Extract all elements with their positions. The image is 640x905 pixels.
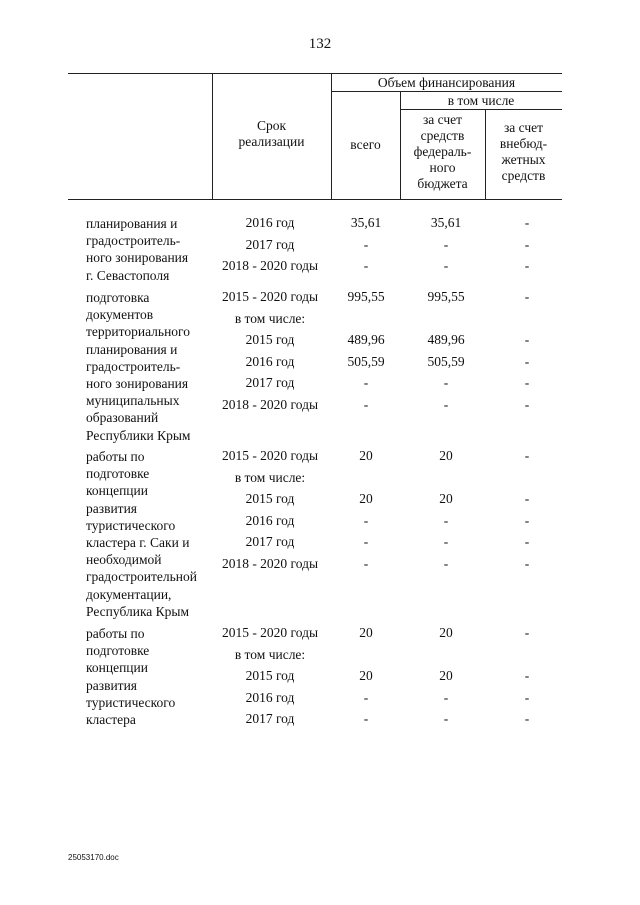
description-line: образований	[86, 410, 159, 426]
description-line: кластера	[86, 712, 136, 728]
extra-budget-cell: -	[524, 668, 530, 683]
description-line: документов	[86, 307, 154, 323]
description-line: развития	[86, 677, 138, 693]
description-line: подготовке	[86, 643, 150, 659]
including-header: в том числе	[447, 93, 515, 108]
item-description	[86, 448, 216, 620]
description-line: развития	[86, 500, 138, 516]
description-line: работы по	[86, 626, 145, 641]
description-line: градостроитель-	[86, 233, 181, 249]
federal-cell: 20	[439, 625, 453, 640]
item-description	[86, 215, 216, 284]
term-cell: 2015 год	[245, 491, 295, 506]
extra-budget-cell: -	[524, 555, 530, 571]
total-cell: -	[363, 512, 369, 528]
term-cell: 2017 год	[245, 534, 295, 549]
total-cell: 35,61	[350, 215, 382, 230]
total-cell: 505,59	[347, 353, 385, 369]
extra-budget-cell: -	[524, 396, 530, 412]
extra-budget-cell: -	[524, 711, 530, 726]
funding-volume-header: Объем финансирования	[377, 75, 516, 90]
extra-budget-cell: -	[524, 534, 530, 549]
footer-file-code: 25053170.doc	[68, 853, 119, 862]
total-cell: -	[363, 534, 369, 549]
federal-cell: 995,55	[427, 289, 465, 304]
federal-cell: -	[443, 258, 449, 273]
description-line: туристического	[86, 694, 176, 710]
federal-cell: -	[443, 396, 449, 412]
term-cell: 2016 год	[245, 353, 295, 369]
total-cell: 489,96	[347, 332, 385, 347]
extra-header-line: средств	[501, 168, 546, 183]
term-cell: 2017 год	[245, 236, 295, 252]
item-description	[86, 289, 216, 444]
description-line: подготовка	[86, 290, 150, 305]
description-line: ного зонирования	[86, 250, 189, 266]
description-line: подготовке	[86, 466, 150, 482]
term-header-line: реализации	[238, 134, 305, 149]
federal-cell: -	[443, 512, 449, 528]
description-line: территориального	[86, 324, 190, 340]
total-cell: 20	[359, 491, 373, 506]
description-line: ного зонирования	[86, 376, 189, 392]
extra-budget-cell: -	[524, 512, 530, 528]
extra-budget-cell: -	[524, 289, 530, 304]
description-line: Республика Крым	[86, 603, 190, 619]
federal-cell: 20	[439, 668, 453, 683]
term-cell: 2018 - 2020 годы	[221, 396, 319, 412]
total-header: всего	[350, 137, 381, 152]
extra-budget-cell: -	[524, 236, 530, 252]
term-cell: 2015 год	[245, 332, 295, 347]
description-line: Республики Крым	[86, 427, 191, 443]
term-cell: 2016 год	[245, 689, 295, 705]
term-cell: в том числе:	[234, 646, 306, 662]
description-line: документации,	[86, 586, 172, 602]
federal-cell: -	[443, 236, 449, 252]
term-cell: 2017 год	[245, 375, 295, 390]
page-number: 132	[308, 36, 332, 52]
federal-cell: 489,96	[427, 332, 465, 347]
federal-cell: -	[443, 534, 449, 549]
total-cell: -	[363, 689, 369, 705]
term-cell: 2015 - 2020 годы	[221, 448, 319, 463]
federal-cell: -	[443, 689, 449, 705]
total-cell: -	[363, 375, 369, 390]
description-line: кластера г. Саки и	[86, 535, 190, 551]
description-line: градостроительной	[86, 569, 197, 585]
extra-budget-cell: -	[524, 353, 530, 369]
extra-header-line: внебюд-	[499, 136, 548, 151]
extra-header-line: за счет	[503, 120, 544, 135]
federal-cell: 20	[439, 448, 453, 463]
federal-header-line: ного	[429, 160, 456, 175]
extra-header-line: жетных	[501, 152, 546, 167]
term-cell: 2016 год	[245, 215, 295, 230]
federal-cell: -	[443, 555, 449, 571]
extra-budget-cell: -	[524, 258, 530, 273]
term-cell: 2018 - 2020 годы	[221, 555, 319, 571]
term-cell: 2015 год	[245, 668, 295, 683]
term-cell: 2018 - 2020 годы	[221, 258, 319, 273]
total-cell: -	[363, 396, 369, 412]
federal-cell: -	[443, 711, 449, 726]
federal-header-line: средств	[420, 128, 465, 143]
federal-cell: -	[443, 375, 449, 390]
description-line: планирования и	[86, 216, 178, 231]
federal-header-line: бюджета	[417, 176, 468, 191]
description-line: муниципальных	[86, 393, 180, 409]
extra-budget-cell: -	[524, 215, 530, 230]
extra-budget-cell: -	[524, 625, 530, 640]
extra-budget-cell: -	[524, 689, 530, 705]
description-line: концепции	[86, 483, 148, 499]
description-line: концепции	[86, 660, 148, 676]
federal-header-line: за счет	[422, 112, 463, 127]
federal-cell: 35,61	[430, 215, 462, 230]
description-line: градостроитель-	[86, 358, 181, 374]
federal-cell: 20	[439, 491, 453, 506]
extra-budget-cell: -	[524, 491, 530, 506]
term-cell: 2015 - 2020 годы	[221, 289, 319, 304]
description-line: г. Севастополя	[86, 267, 170, 283]
extra-budget-cell: -	[524, 332, 530, 347]
term-cell: в том числе:	[234, 469, 306, 485]
description-line: необходимой	[86, 552, 162, 568]
description-line: работы по	[86, 449, 145, 464]
term-cell: 2015 - 2020 годы	[221, 625, 319, 640]
total-cell: -	[363, 711, 369, 726]
federal-cell: 505,59	[427, 353, 465, 369]
federal-header-line: федераль-	[413, 144, 472, 159]
total-cell: 995,55	[347, 289, 385, 304]
term-cell: в том числе:	[234, 310, 306, 326]
item-description	[86, 625, 216, 728]
extra-budget-cell: -	[524, 375, 530, 390]
total-cell: -	[363, 258, 369, 273]
extra-budget-cell: -	[524, 448, 530, 463]
total-cell: 20	[359, 625, 373, 640]
total-cell: -	[363, 236, 369, 252]
term-cell: 2016 год	[245, 512, 295, 528]
term-cell: 2017 год	[245, 711, 295, 726]
term-header-line: Срок	[256, 118, 287, 133]
total-cell: 20	[359, 448, 373, 463]
description-line: туристического	[86, 517, 176, 533]
total-cell: -	[363, 555, 369, 571]
total-cell: 20	[359, 668, 373, 683]
description-line: планирования и	[86, 341, 178, 357]
